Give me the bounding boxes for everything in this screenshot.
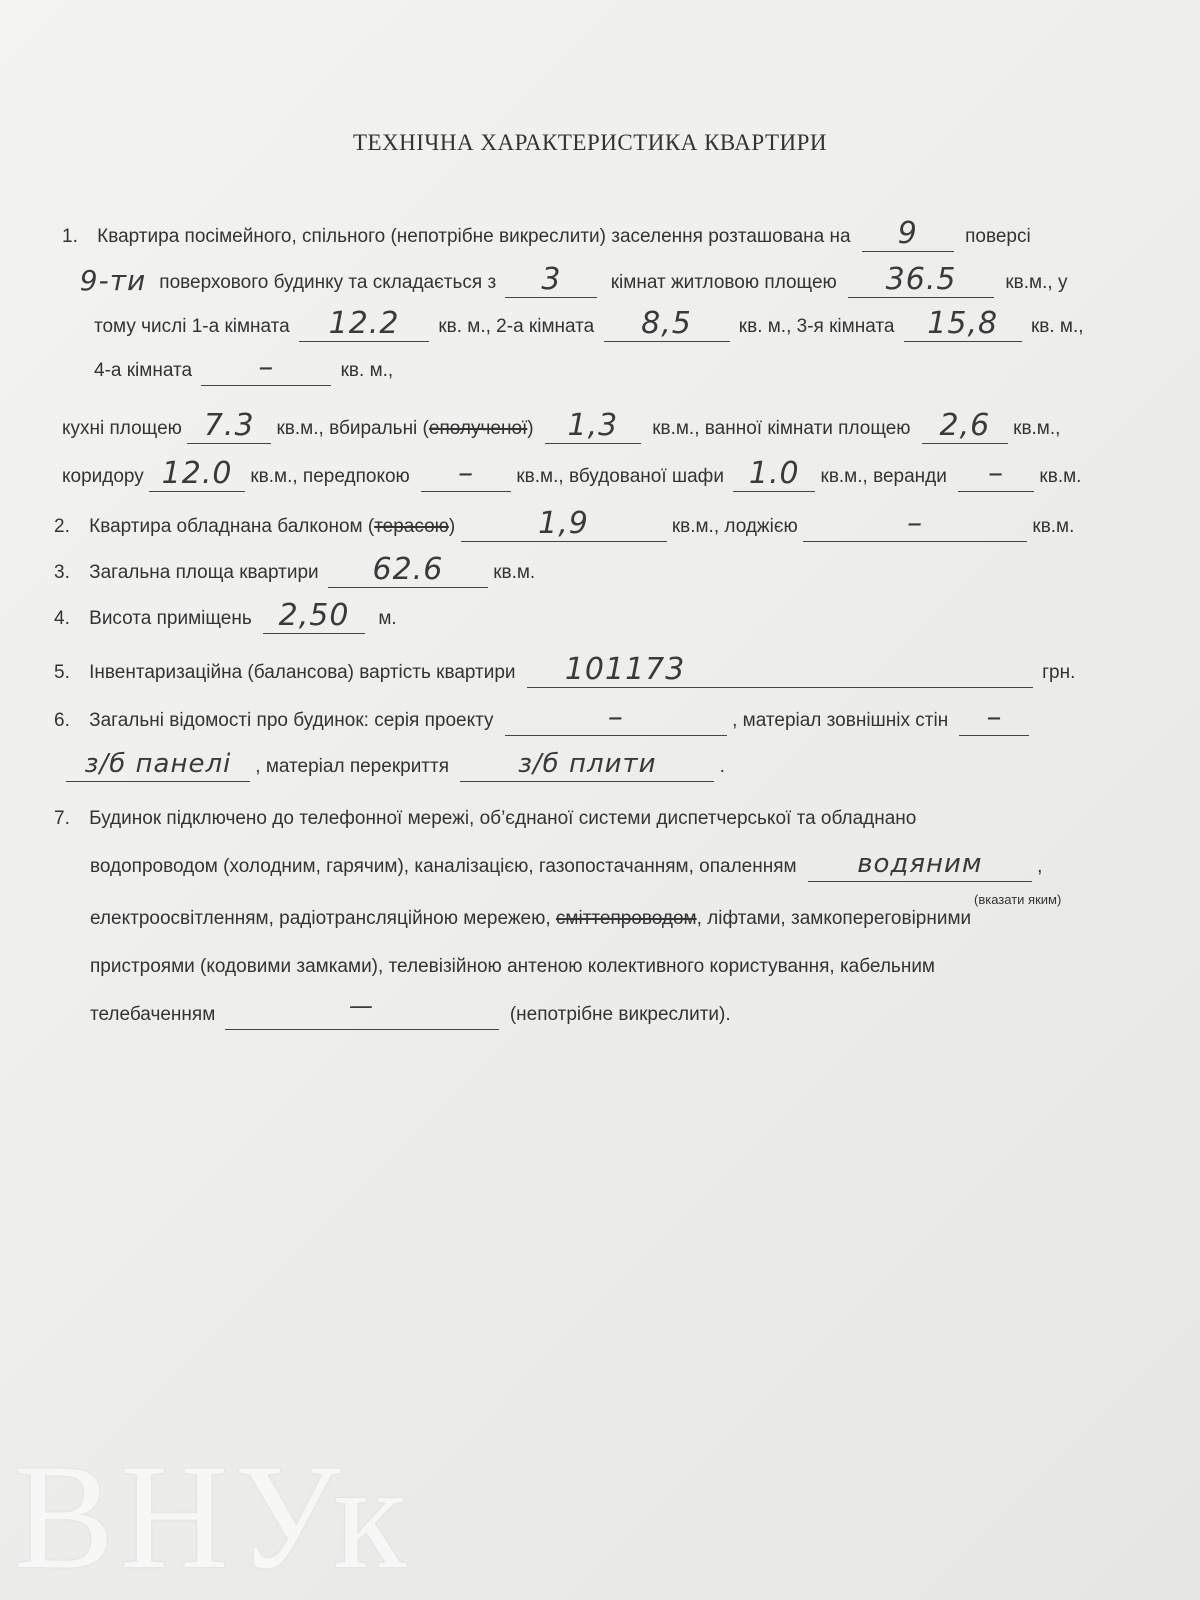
item6-line2 xyxy=(66,749,725,782)
static-text: Квартира обладнана балконом ( xyxy=(89,516,375,537)
veranda-value: – xyxy=(988,456,1005,491)
item1-line2 xyxy=(74,262,1068,298)
item3-line xyxy=(54,552,536,588)
total-area-value: 62.6 xyxy=(372,552,444,587)
item4-line xyxy=(54,598,397,634)
balcony-value: 1,9 xyxy=(538,506,589,541)
rooms-value: 3 xyxy=(541,262,562,297)
details-line2 xyxy=(62,456,1082,492)
item2-line xyxy=(54,506,1075,542)
item1-line1 xyxy=(62,216,1031,252)
bath-value: 2,6 xyxy=(939,408,991,443)
item-number: 1. xyxy=(62,226,78,247)
static-text: кв. м., xyxy=(1030,316,1084,337)
walls-value: з/б панелі xyxy=(84,749,232,779)
static-text: кв. м., 3-я кімната xyxy=(738,316,895,337)
balcony-field xyxy=(461,506,667,542)
rooms-field xyxy=(505,262,597,298)
static-text: Висота приміщень xyxy=(89,608,252,629)
loggia-field xyxy=(803,506,1027,542)
room3-value: 15,8 xyxy=(927,306,999,341)
static-text: ) xyxy=(448,516,456,537)
static-text: , xyxy=(1037,856,1043,877)
living-area-value: 36.5 xyxy=(885,262,957,297)
static-text: тому числі 1-а кімната xyxy=(94,316,290,337)
details-line1 xyxy=(62,408,1061,444)
heating-value: водяним xyxy=(857,849,983,879)
kitchen-field xyxy=(187,408,271,444)
hall-field xyxy=(421,456,511,492)
cable-field xyxy=(225,992,499,1030)
static-text: кв.м., вбудованої шафи xyxy=(516,466,724,487)
room2-field xyxy=(604,306,730,342)
static-text: поверсі xyxy=(965,226,1031,247)
toilet-field xyxy=(545,408,641,444)
static-text: телебаченням xyxy=(90,1004,216,1025)
static-text: ) xyxy=(527,418,534,439)
walls-field xyxy=(66,749,250,782)
static-text: коридору xyxy=(62,466,144,487)
room3-field xyxy=(904,306,1022,342)
static-text: Будинок підключено до телефонної мережі, об’єднаної системи диспетчерської та обладнано xyxy=(89,808,917,829)
height-value: 2,50 xyxy=(278,598,350,633)
floors-total-value: 9-ти xyxy=(79,264,147,297)
static-text: пристроями (кодовими замками), телевізійною антеною колективного користування, кабельним xyxy=(90,956,935,977)
struck-text: сміттепроводом xyxy=(555,908,697,929)
item-number: 5. xyxy=(54,662,70,683)
room4-field xyxy=(201,350,331,386)
item7-line2 xyxy=(90,849,1043,882)
static-text: кв.м., передпокою xyxy=(250,466,410,487)
static-text: кв.м. xyxy=(1039,466,1082,487)
item-number: 3. xyxy=(54,562,70,583)
struck-text: еполученої xyxy=(428,418,528,439)
static-text: кв.м., у xyxy=(1005,272,1068,293)
cost-field xyxy=(527,652,1033,688)
static-text: Інвентаризаційна (балансова) вартість квартири xyxy=(89,662,516,683)
item-number: 7. xyxy=(54,808,70,829)
static-text: кв. м., 2-а кімната xyxy=(438,316,595,337)
item1-line4 xyxy=(94,350,394,386)
floor-field xyxy=(862,216,954,252)
static-text: кв.м. xyxy=(1032,516,1075,537)
item-number: 2. xyxy=(54,516,70,537)
static-text: кв. м., xyxy=(340,360,394,381)
document-title: ТЕХНІЧНА ХАРАКТЕРИСТИКА КВАРТИРИ xyxy=(352,130,828,155)
loggia-value: – xyxy=(907,506,924,541)
kitchen-value: 7.3 xyxy=(203,408,255,443)
floor-value: 9 xyxy=(897,216,918,251)
static-text: кв.м. xyxy=(493,562,536,583)
room2-value: 8,5 xyxy=(641,306,692,341)
watermark-logo: ВНУк xyxy=(14,1434,413,1600)
item-number: 4. xyxy=(54,608,70,629)
corridor-field xyxy=(149,456,245,492)
static-text: (непотрібне викреслити). xyxy=(509,1004,731,1025)
closet-value: 1.0 xyxy=(748,456,800,491)
heating-field xyxy=(808,849,1032,882)
static-text: кв.м., вбиральні ( xyxy=(276,418,429,439)
room1-value: 12.2 xyxy=(328,306,400,341)
living-area-field xyxy=(848,262,994,298)
static-text: грн. xyxy=(1042,662,1076,683)
item1-line3 xyxy=(94,306,1084,342)
cable-value: — xyxy=(349,992,375,1020)
room1-field xyxy=(299,306,429,342)
static-text: кухні площею xyxy=(62,418,182,439)
veranda-field xyxy=(958,456,1034,492)
static-text: кв.м., лоджією xyxy=(671,516,798,537)
walls-dash-field xyxy=(959,700,1029,736)
static-text: Квартира посімейного, спільного (непотрібне викреслити) заселення розташована на xyxy=(97,226,851,247)
height-field xyxy=(263,598,365,634)
item7-line5 xyxy=(90,992,731,1030)
series-field xyxy=(505,700,727,736)
hall-value: – xyxy=(458,456,475,491)
cost-value: 101173 xyxy=(564,652,686,687)
static-text: . xyxy=(719,756,725,777)
bath-field xyxy=(922,408,1008,444)
static-text: , ліфтами, замкопереговірними xyxy=(696,908,972,929)
static-text: , матеріал перекриття xyxy=(255,756,450,777)
ceiling-value: з/б плити xyxy=(518,749,657,779)
item-number: 6. xyxy=(54,710,70,731)
struck-text: терасою xyxy=(374,516,449,537)
static-text: кв.м., ванної кімнати площею xyxy=(652,418,911,439)
series-value: – xyxy=(607,700,624,735)
toilet-value: 1,3 xyxy=(567,408,619,443)
item7-line1 xyxy=(54,804,916,834)
static-text: кв.м., xyxy=(1013,418,1061,439)
static-text: Загальні відомості про будинок: серія проекту xyxy=(89,710,494,731)
static-text: поверхового будинку та складається з xyxy=(159,272,497,293)
corridor-value: 12.0 xyxy=(161,456,233,491)
static-text: 4-а кімната xyxy=(94,360,193,381)
closet-field xyxy=(733,456,815,492)
item6-line1 xyxy=(54,700,1029,736)
static-text: м. xyxy=(378,608,397,629)
static-text: водопроводом (холодним, гарячим), каналізацією, газопостачанням, опаленням xyxy=(90,856,797,877)
item7-line3 xyxy=(90,904,971,934)
walls-dash-value: – xyxy=(986,700,1003,735)
floors-total-field xyxy=(74,264,152,298)
static-text: кімнат житловою площею xyxy=(610,272,837,293)
total-area-field xyxy=(328,552,488,588)
ceiling-field xyxy=(460,749,714,782)
static-text: електроосвітленням, радіотрансляційною мережею, xyxy=(90,908,551,929)
static-text: Загальна площа квартири xyxy=(89,562,319,583)
static-text: кв.м., веранди xyxy=(820,466,947,487)
static-text: , матеріал зовнішніх стін xyxy=(732,710,949,731)
heating-note: (вказати яким) xyxy=(974,892,1062,907)
item7-line4 xyxy=(90,952,935,982)
item5-line xyxy=(54,652,1076,688)
room4-value: – xyxy=(258,350,275,385)
